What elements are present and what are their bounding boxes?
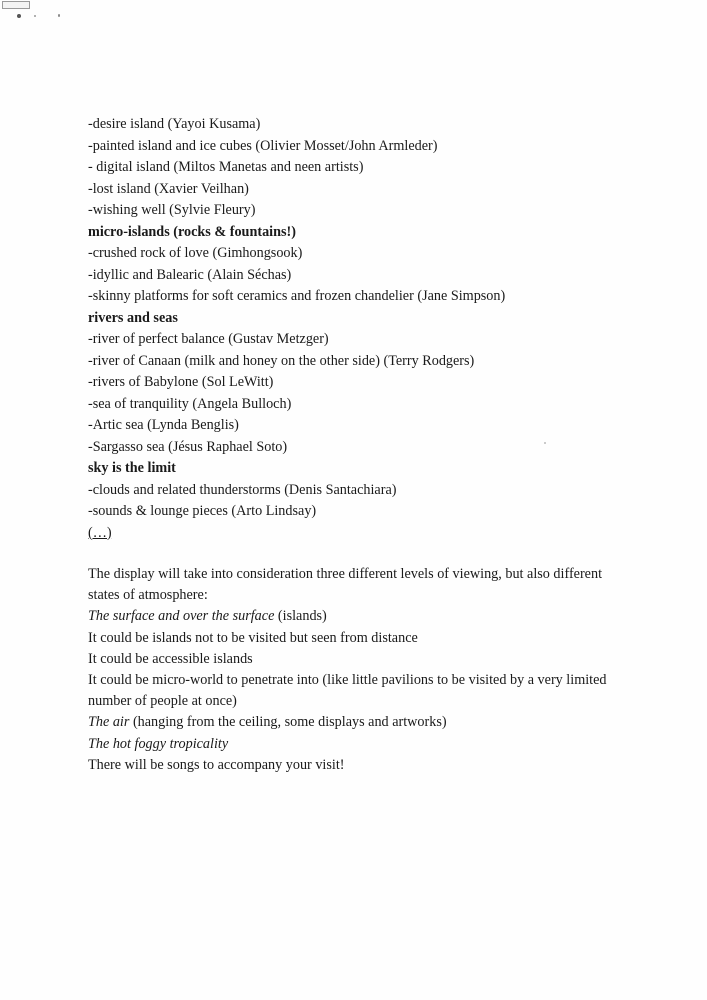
list-item: -crushed rock of love (Gimhongsook) [88, 245, 303, 261]
air-note: (hanging from the ceiling, some displays and artworks) [129, 714, 447, 731]
list-item: -Artic sea (Lynda Benglis) [88, 417, 239, 433]
tropicality-line: The hot foggy tropicality [88, 735, 229, 752]
list-item: - digital island (Miltos Manetas and neen artists) [88, 159, 364, 175]
list-item: -sounds & lounge pieces (Arto Lindsay) [88, 503, 317, 519]
micro-world-line: It could be micro-world to penetrate into (like little pavilions to be visited by a very limited [88, 671, 607, 688]
list-item: -Sargasso sea (Jésus Raphael Soto) [88, 438, 288, 455]
scan-speck [544, 442, 546, 444]
section-heading: sky is the limit [88, 460, 176, 476]
intro-line: states of atmosphere: [88, 587, 208, 604]
list-item: -river of Canaan (milk and honey on the other side) (Terry Rodgers) [88, 352, 475, 369]
artwork-list [88, 114, 648, 544]
intro-line: The display will take into consideration three different levels of viewing, but also different [88, 566, 603, 582]
surface-title: The surface and over the surface [88, 608, 275, 625]
ellipsis-line [88, 523, 648, 545]
scan-mark-dot [34, 15, 36, 17]
section-heading: micro-islands (rocks & fountains!) [88, 223, 296, 240]
songs-line: There will be songs to accompany your visit! [88, 756, 345, 773]
list-item: -river of perfect balance (Gustav Metzger) [88, 331, 329, 347]
distance-line: It could be islands not to be visited but seen from distance [88, 629, 418, 646]
list-item: -painted island and ice cubes (Olivier Mosset/John Armleder) [88, 137, 438, 154]
list-item: -rivers of Babylone (Sol LeWitt) [88, 374, 274, 390]
list-item: -idyllic and Balearic (Alain Séchas) [88, 266, 292, 283]
ellipsis: (…) [88, 524, 112, 541]
air-title: The air [88, 714, 130, 731]
scan-stamp [2, 1, 30, 9]
scan-marks [14, 11, 74, 19]
list-item: -sea of tranquility (Angela Bulloch) [88, 395, 292, 412]
surface-note: (islands) [274, 608, 327, 625]
micro-world-line: number of people at once) [88, 693, 237, 710]
air-line [88, 712, 633, 733]
surface-line [88, 606, 633, 627]
list-item: -clouds and related thunderstorms (Denis Santachiara) [88, 481, 397, 498]
accessible-line: It could be accessible islands [88, 650, 253, 667]
list-item: -wishing well (Sylvie Fleury) [88, 202, 256, 218]
list-item: -lost island (Xavier Veilhan) [88, 180, 249, 197]
list-item: -skinny platforms for soft ceramics and frozen chandelier (Jane Simpson) [88, 288, 506, 304]
section-heading: rivers and seas [88, 309, 178, 326]
scan-mark-dot [17, 14, 21, 18]
scan-mark-dot [58, 14, 60, 17]
description-paragraph [88, 564, 633, 776]
list-item: -desire island (Yayoi Kusama) [88, 116, 261, 132]
